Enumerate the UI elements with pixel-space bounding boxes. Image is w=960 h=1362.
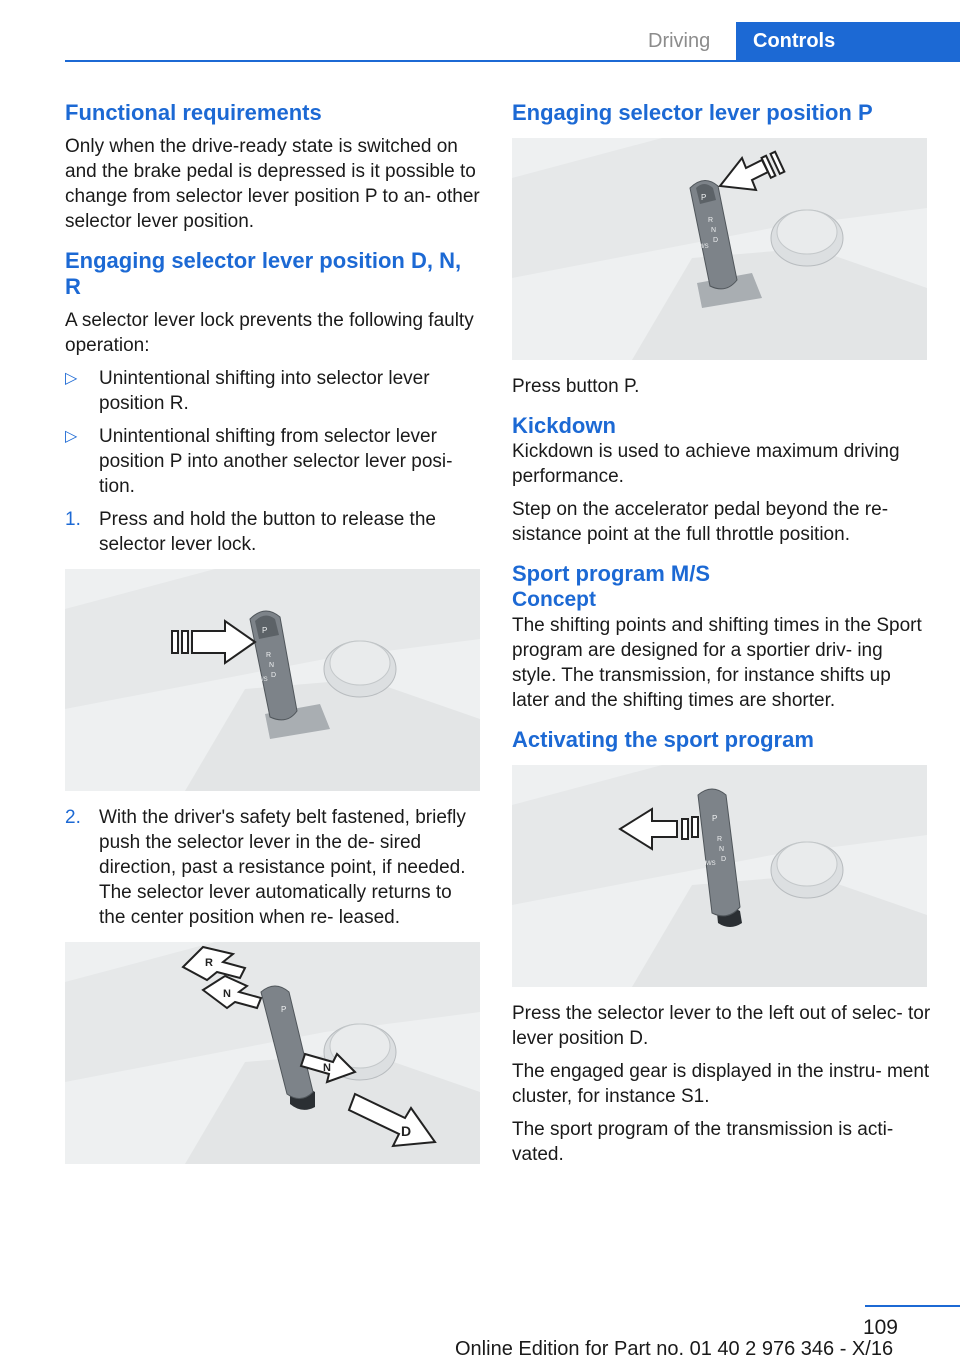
lever-label-ms: M/S bbox=[698, 244, 709, 250]
lever-label-p: P bbox=[262, 626, 268, 635]
heading-engaging-dnr: Engaging selector lever position D, N, R bbox=[65, 248, 462, 299]
list-item bbox=[65, 366, 480, 416]
section-tab: Controls bbox=[736, 22, 960, 62]
paragraph-concept: The shifting points and shifting times in the Sport program are designed for a sportier driv- ing style. The transmission, for instance shifts up later and the shifting times are shorter. bbox=[512, 615, 922, 711]
paragraph-press-left: Press the selector lever to the left out of selec- tor lever position D. bbox=[512, 1003, 931, 1049]
list-item-text: Unintentional shifting from selector lever position P into another selector lever posi- tion. bbox=[99, 426, 453, 497]
direction-label-n: N bbox=[223, 988, 231, 1000]
triangle-bullet-icon: ▷ bbox=[65, 370, 78, 387]
paragraph-sport-activated: The sport program of the transmission is acti- vated. bbox=[512, 1119, 894, 1165]
triangle-bullet-icon: ▷ bbox=[65, 428, 78, 445]
lever-label-n: N bbox=[269, 662, 275, 669]
heading-concept: Concept bbox=[512, 588, 596, 611]
lever-label-d: D bbox=[721, 856, 727, 863]
figure-press-button-p bbox=[512, 138, 927, 360]
step-number: 2. bbox=[65, 807, 81, 828]
left-column bbox=[65, 100, 480, 1182]
lever-label-ms: M/S bbox=[265, 1050, 276, 1056]
heading-activating-sport: Activating the sport program bbox=[512, 727, 814, 752]
lever-label-n: N bbox=[711, 227, 717, 234]
step-number: 1. bbox=[65, 509, 81, 530]
lever-label-p: P bbox=[281, 1005, 287, 1014]
chapter-tab: Driving bbox=[648, 30, 711, 52]
lever-label-r: R bbox=[708, 217, 714, 224]
lever-label-ms: M/S bbox=[705, 861, 716, 867]
heading-functional-requirements: Functional requirements bbox=[65, 100, 322, 125]
list-item-text: Unintentional shifting into selector lever position R. bbox=[99, 368, 430, 414]
paragraph-press-button-p: Press button P. bbox=[512, 376, 640, 397]
heading-engaging-p: Engaging selector lever position P bbox=[512, 100, 873, 125]
header-rule bbox=[65, 60, 960, 62]
paragraph-requirements: Only when the drive-ready state is switched on and the brake pedal is depressed is it possible to change from selector lever position P to an- other selector lever position. bbox=[65, 136, 480, 232]
edition-note: Online Edition for Part no. 01 40 2 976 346 - X/16 bbox=[455, 1338, 894, 1360]
lever-label-d: D bbox=[713, 237, 719, 244]
lever-label-p: P bbox=[712, 814, 718, 823]
list-item bbox=[65, 507, 480, 557]
list-item bbox=[65, 424, 480, 499]
lever-label-d: D bbox=[271, 672, 277, 679]
right-column bbox=[512, 100, 932, 1175]
page-number: 109 bbox=[862, 1316, 898, 1339]
heading-sport-program: Sport program M/S bbox=[512, 561, 711, 586]
direction-label-r: R bbox=[205, 957, 213, 969]
lever-label-ms: M/S bbox=[257, 677, 268, 683]
figure-shift-directions bbox=[65, 942, 480, 1164]
figure-activate-sport bbox=[512, 765, 927, 987]
figure-release-lever-lock bbox=[65, 569, 480, 791]
list-item-text: Press and hold the button to release the selector lever lock. bbox=[99, 509, 436, 555]
direction-label-d: D bbox=[401, 1123, 412, 1139]
paragraph-kickdown-purpose: Kickdown is used to achieve maximum driving performance. bbox=[512, 441, 900, 487]
list-item bbox=[65, 805, 480, 930]
paragraph-kickdown-step: Step on the accelerator pedal beyond the re- sistance point at the full throttle position. bbox=[512, 499, 889, 545]
lever-label-n: N bbox=[719, 846, 725, 853]
lever-label-r: R bbox=[717, 836, 723, 843]
footer-rule bbox=[865, 1305, 960, 1307]
paragraph-engaged-gear: The engaged gear is displayed in the instru- ment cluster, for instance S1. bbox=[512, 1061, 930, 1107]
lever-label-p: P bbox=[701, 193, 707, 202]
direction-label-n2: N bbox=[323, 1062, 331, 1074]
heading-kickdown: Kickdown bbox=[512, 413, 616, 438]
list-item-text: With the driver's safety belt fastened, briefly push the selector lever in the de- sired direction, past a resistance point, if needed. The selector lever automatically returns to the center position when re- leased. bbox=[99, 807, 466, 928]
paragraph-lock-intro: A selector lever lock prevents the following faulty operation: bbox=[65, 310, 474, 356]
lever-label-r: R bbox=[266, 652, 272, 659]
bullet-list bbox=[65, 366, 480, 557]
